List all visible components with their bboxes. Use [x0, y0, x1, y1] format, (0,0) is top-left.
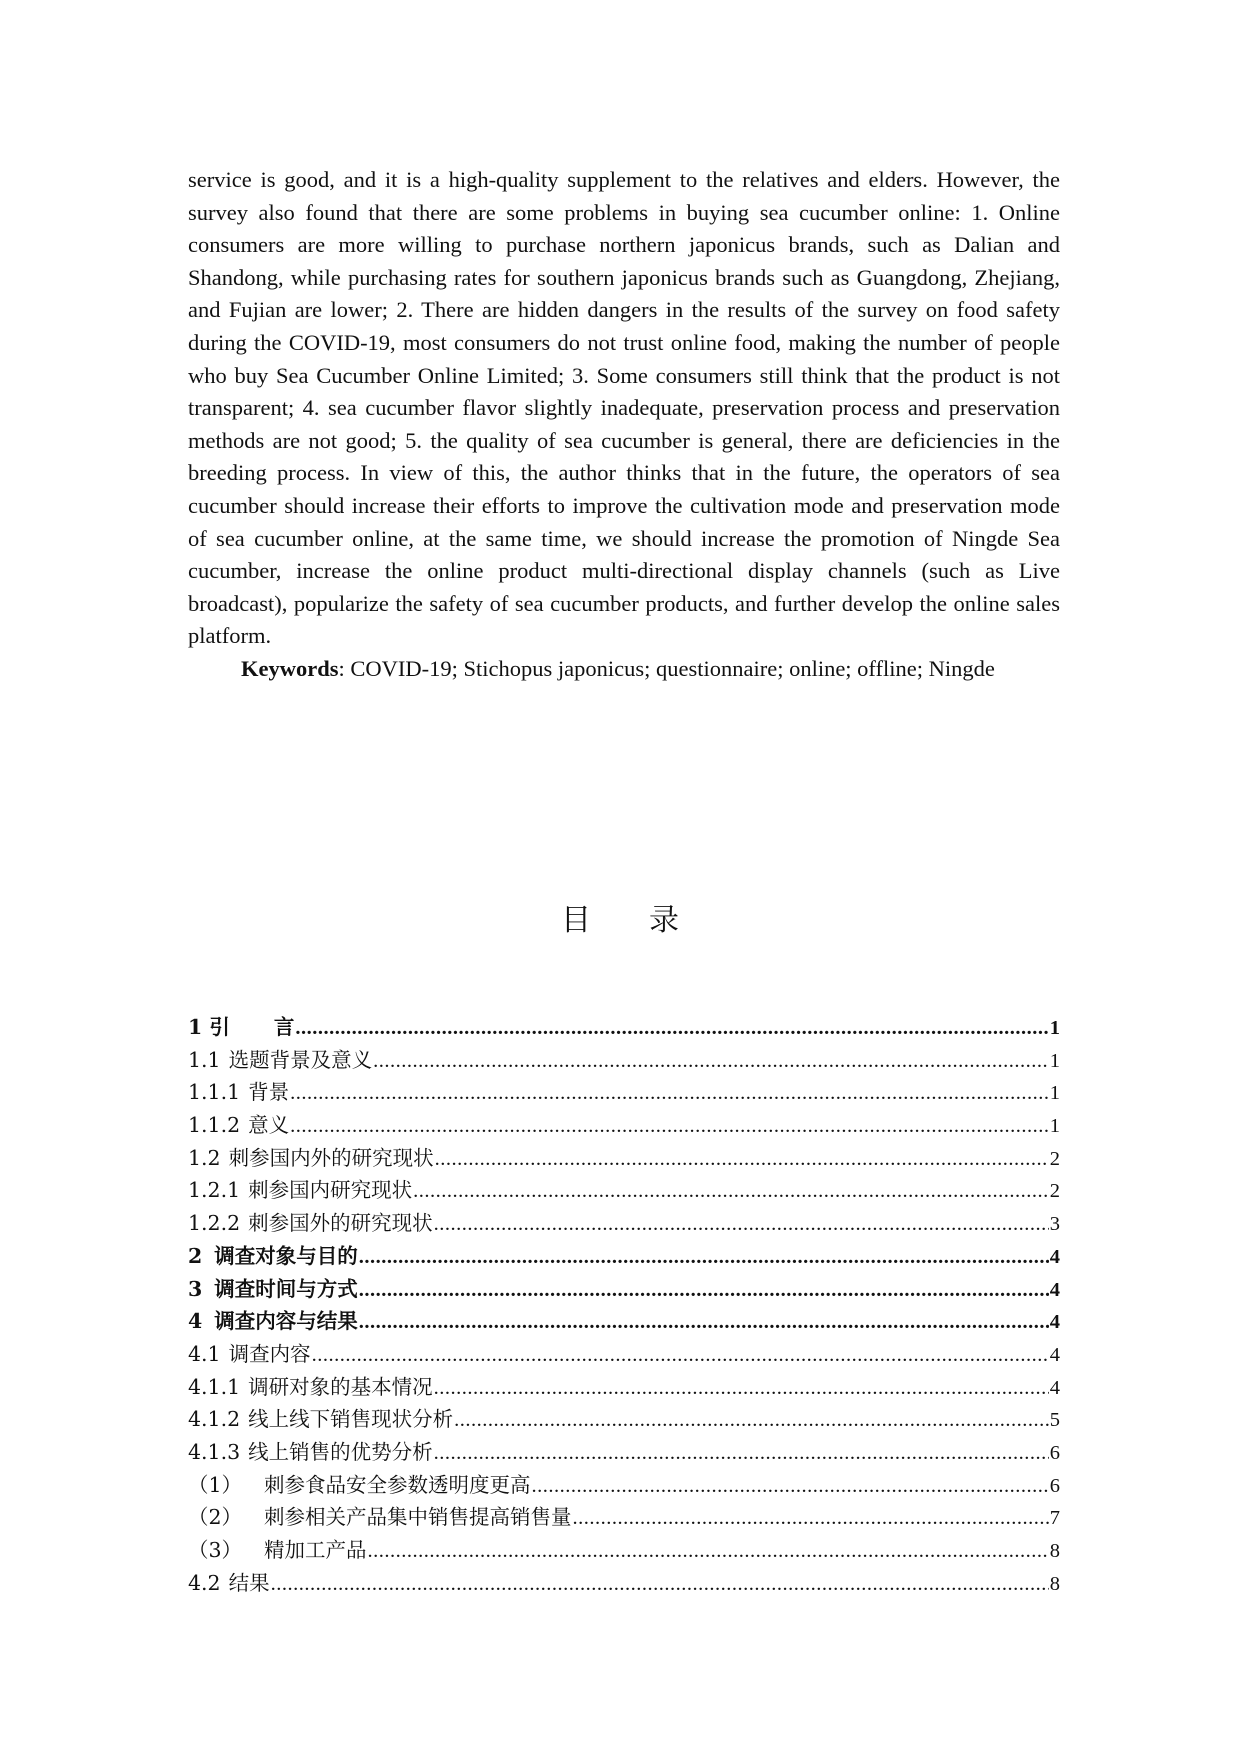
toc-entry-number: 1.2.1 — [188, 1178, 241, 1203]
toc-entry[interactable] — [188, 1501, 1060, 1534]
toc-entry-label: 精加工产品 — [264, 1538, 367, 1562]
toc-dot-leader — [373, 1045, 1049, 1078]
toc-entry[interactable] — [188, 1174, 1060, 1207]
toc-entry[interactable] — [188, 1534, 1060, 1567]
toc-dot-leader — [290, 1077, 1049, 1110]
toc-entry[interactable] — [188, 1011, 1060, 1044]
toc-entry-label: 线上销售的优势分析 — [248, 1439, 433, 1464]
toc-entry-page: 1 — [1049, 1082, 1060, 1105]
toc-entry-page: 1 — [1049, 1115, 1060, 1138]
toc-entry-page: 2 — [1049, 1147, 1060, 1170]
toc-dot-leader — [434, 1437, 1049, 1470]
toc-entry-page: 4 — [1049, 1311, 1060, 1334]
toc-entry-number: 4.2 — [188, 1570, 221, 1595]
toc-entry-label: 刺参食品安全参数透明度更高 — [264, 1472, 531, 1497]
toc-entry[interactable] — [188, 1273, 1060, 1306]
toc-entry-number: 1.2 — [188, 1145, 221, 1170]
toc-entry-page: 1 — [1049, 1049, 1060, 1072]
toc-dot-leader — [435, 1143, 1049, 1176]
toc-entry-number: 4.1.2 — [188, 1407, 241, 1432]
toc-entry-page: 3 — [1049, 1213, 1060, 1236]
toc-entry[interactable] — [188, 1207, 1060, 1240]
toc-entry[interactable] — [188, 1338, 1060, 1371]
toc-entry-page: 6 — [1049, 1474, 1060, 1497]
toc-entry[interactable] — [188, 1044, 1060, 1077]
toc-entry[interactable] — [188, 1469, 1060, 1502]
toc-entry-page: 4 — [1049, 1376, 1060, 1399]
toc-entry-number: 2 — [188, 1243, 203, 1268]
toc-entry-label: 调查时间与方式 — [214, 1276, 358, 1301]
toc-dot-leader — [454, 1404, 1049, 1437]
toc-entry-label: 言 — [273, 1015, 295, 1039]
toc-dot-leader — [295, 1012, 1048, 1045]
toc-entry-page: 8 — [1049, 1540, 1060, 1562]
toc-entry-label: 调查对象与目的 — [214, 1243, 358, 1268]
toc-dot-leader — [573, 1502, 1049, 1535]
toc-dot-leader — [359, 1241, 1049, 1274]
toc-entry-number: （2） — [188, 1505, 243, 1530]
toc-dot-leader — [413, 1175, 1049, 1208]
toc-entry-page: 8 — [1049, 1572, 1060, 1595]
toc-entry[interactable] — [188, 1109, 1060, 1142]
toc-entry[interactable] — [188, 1305, 1060, 1338]
toc-entry-label: 调研对象的基本情况 — [248, 1374, 433, 1399]
toc-entry[interactable] — [188, 1240, 1060, 1273]
toc-entry-number: 1.1.1 — [188, 1080, 241, 1105]
toc-entry-page: 4 — [1049, 1343, 1060, 1366]
toc-entry[interactable] — [188, 1142, 1060, 1175]
toc-entry[interactable] — [188, 1436, 1060, 1469]
toc-entry-number: 3 — [188, 1276, 203, 1301]
toc-entry[interactable] — [188, 1567, 1060, 1600]
toc-dot-leader — [359, 1306, 1049, 1339]
toc-entry-number: 1.1.2 — [188, 1113, 241, 1138]
keywords-text: : COVID-19; Stichopus japonicus; questionnaire; online; offline; Ningde — [338, 655, 995, 681]
toc-entry-page: 2 — [1049, 1180, 1060, 1203]
toc-entry-label: 选题背景及意义 — [228, 1047, 373, 1072]
toc-dot-leader — [359, 1274, 1049, 1307]
toc-entry-page: 7 — [1049, 1507, 1060, 1530]
toc-entry-label: 意义 — [248, 1113, 290, 1138]
toc-entry-label: 刺参国内外的研究现状 — [228, 1145, 434, 1170]
toc-entry-page: 4 — [1049, 1245, 1060, 1268]
toc-dot-leader — [290, 1110, 1049, 1143]
toc-entry-page: 1 — [1049, 1017, 1060, 1039]
table-of-contents — [188, 1011, 1060, 1599]
toc-entry-page: 4 — [1049, 1278, 1060, 1301]
toc-entry-number: 4 — [188, 1309, 203, 1334]
abstract-paragraph: service is good, and it is a high-quality supplement to the relatives and elders. However, the survey also found that there are some problems in buying sea cucumber online: 1. Online consumers are more willing to purchase northern japonicus brands, such as Dalian and Shandong, while purchasing rates for southern japonicus brands such as Guangdong, Zhejiang, and Fujian are lower; 2. There are hidden dangers in the results of the survey on food safety during the COVID-19, most consumers do not trust online food, making the number of people who buy Sea Cucumber Online Limited; 3. Some consumers still think that the product is not transparent; 4. sea cucumber flavor slightly inadequate, preservation process and preservation methods are not good; 5. the quality of sea cucumber is general, there are deficiencies in the breeding process. In view of this, the author thinks that in the future, the operators of sea cucumber should increase their efforts to improve the cultivation mode and preservation mode of sea cucumber online, at the same time, we should increase the promotion of Ningde Sea cucumber, increase the online product multi-directional display channels (such as Live broadcast), popularize the safety of sea cucumber products, and further develop the online sales platform. — [188, 167, 1060, 649]
toc-entry-label: 刺参国外的研究现状 — [248, 1211, 433, 1236]
keywords-line — [188, 653, 1060, 686]
toc-entry-label: 结果 — [228, 1570, 270, 1595]
english-abstract — [188, 164, 1060, 686]
toc-entry-number: 1.2.2 — [188, 1211, 241, 1236]
toc-entry-label: 调查内容与结果 — [214, 1309, 358, 1334]
toc-dot-leader — [312, 1339, 1049, 1372]
toc-entry-page: 5 — [1049, 1409, 1060, 1432]
toc-entry-number: 1 引 — [188, 1015, 230, 1039]
toc-entry-label: 刺参国内研究现状 — [248, 1178, 413, 1203]
toc-entry-number: （3） — [188, 1538, 243, 1562]
toc-entry-number: 4.1.1 — [188, 1374, 241, 1399]
toc-entry[interactable] — [188, 1403, 1060, 1436]
toc-entry[interactable] — [188, 1371, 1060, 1404]
toc-entry-number: 4.1.3 — [188, 1439, 241, 1464]
toc-dot-leader — [368, 1535, 1049, 1568]
toc-entry[interactable] — [188, 1076, 1060, 1109]
toc-title: 目录 — [561, 903, 737, 938]
toc-entry-number: （1） — [188, 1472, 243, 1497]
toc-entry-label: 背景 — [248, 1080, 290, 1105]
toc-entry-number: 4.1 — [188, 1341, 221, 1366]
toc-entry-page: 6 — [1049, 1441, 1060, 1464]
toc-dot-leader — [434, 1372, 1049, 1405]
toc-dot-leader — [532, 1470, 1049, 1503]
toc-dot-leader — [271, 1568, 1049, 1601]
toc-entry-label: 刺参相关产品集中销售提高销售量 — [264, 1505, 572, 1530]
toc-entry-number: 1.1 — [188, 1047, 221, 1072]
keywords-label: Keywords — [241, 655, 339, 681]
toc-entry-label: 调查内容 — [228, 1341, 311, 1366]
toc-dot-leader — [434, 1208, 1049, 1241]
toc-entry-label: 线上线下销售现状分析 — [248, 1407, 454, 1432]
